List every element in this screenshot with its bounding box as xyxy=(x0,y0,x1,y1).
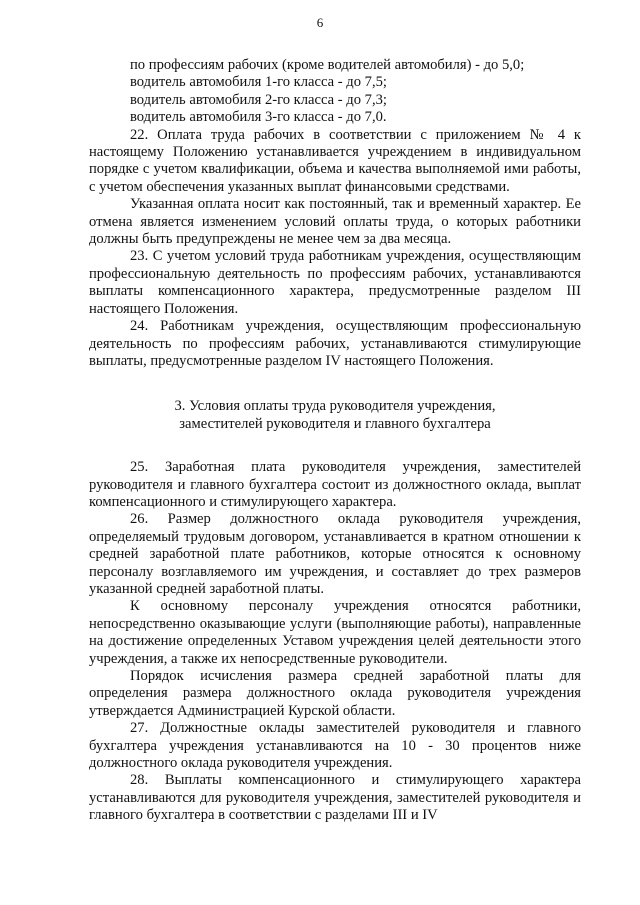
section-heading xyxy=(89,398,581,433)
paragraph-driver-class-2: водитель автомобиля 2-го класса - до 7,3; xyxy=(130,91,387,108)
paragraph-26-procedure: Порядок исчисления размера средней заработной платы для определения размера должностного оклада руководителя учреждения утверждается Администрацией Курской области. xyxy=(89,668,581,719)
page-number: 6 xyxy=(316,15,324,30)
paragraph-25: 25. Заработная плата руководителя учреждения, заместителей руководителя и главного бухгалтера состоит из должностного оклада, выплат компенсационного и стимулирующего характера. xyxy=(89,459,581,510)
paragraph-driver-class-1: водитель автомобиля 1-го класса - до 7,5; xyxy=(130,74,387,91)
section-heading-line-1: 3. Условия оплаты труда руководителя учреждения, xyxy=(174,398,496,415)
paragraph-22: 22. Оплата труда рабочих в соответствии с приложением № 4 к настоящему Положению устанавливается учреждением в индивидуальном порядке с учетом квалификации, объема и качества выполняемой ими работы, с учетом обеспечения указанных выплат финансовыми средствами. xyxy=(89,126,581,195)
paragraph-26: 26. Размер должностного оклада руководителя учреждения, определяемый трудовым договором, устанавливается в кратном отношении к средней заработной плате работников, которые относятся к основному персоналу возглавляемого им учреждения, и составляет до трех размеров указанной средней заработной платы. xyxy=(89,511,581,597)
section-heading-line-2: заместителей руководителя и главного бухгалтера xyxy=(179,415,491,432)
paragraph-28: 28. Выплаты компенсационного и стимулирующего характера устанавливаются для руководителя учреждения, заместителей руководителя и главного бухгалтера в соответствии с разделами III и IV xyxy=(89,772,581,824)
document-body xyxy=(89,57,581,825)
paragraph-26-staff: К основному персоналу учреждения относятся работники, непосредственно оказывающие услуги (выполняющие работы), направленные на достижение определенных Уставом учреждения целей деятельности этого учреждения, а также их непосредственные руководители. xyxy=(89,598,581,667)
paragraph-driver-class-3: водитель автомобиля 3-го класса - до 7,0. xyxy=(130,109,387,126)
paragraph-24: 24. Работникам учреждения, осуществляющим профессиональную деятельность по профессиям рабочих, устанавливаются стимулирующие выплаты, предусмотренные разделом IV настоящего Положения. xyxy=(89,318,581,369)
paragraph-rate-workers: по профессиям рабочих (кроме водителей автомобиля) - до 5,0; xyxy=(130,57,525,73)
paragraph-23: 23. С учетом условий труда работникам учреждения, осуществляющим профессиональную деятельность по профессиям рабочих, устанавливаются выплаты компенсационного характера, предусмотренные разделом III настоящего Положения. xyxy=(89,248,581,317)
paragraph-27: 27. Должностные оклады заместителей руководителя и главного бухгалтера учреждения устанавливаются на 10 - 30 процентов ниже должностного оклада руководителя учреждения. xyxy=(89,720,581,772)
paragraph-22-note: Указанная оплата носит как постоянный, так и временный характер. Ее отмена является изменением условий оплаты труда, о которых работники должны быть предупреждены не менее чем за два месяца. xyxy=(89,196,581,248)
